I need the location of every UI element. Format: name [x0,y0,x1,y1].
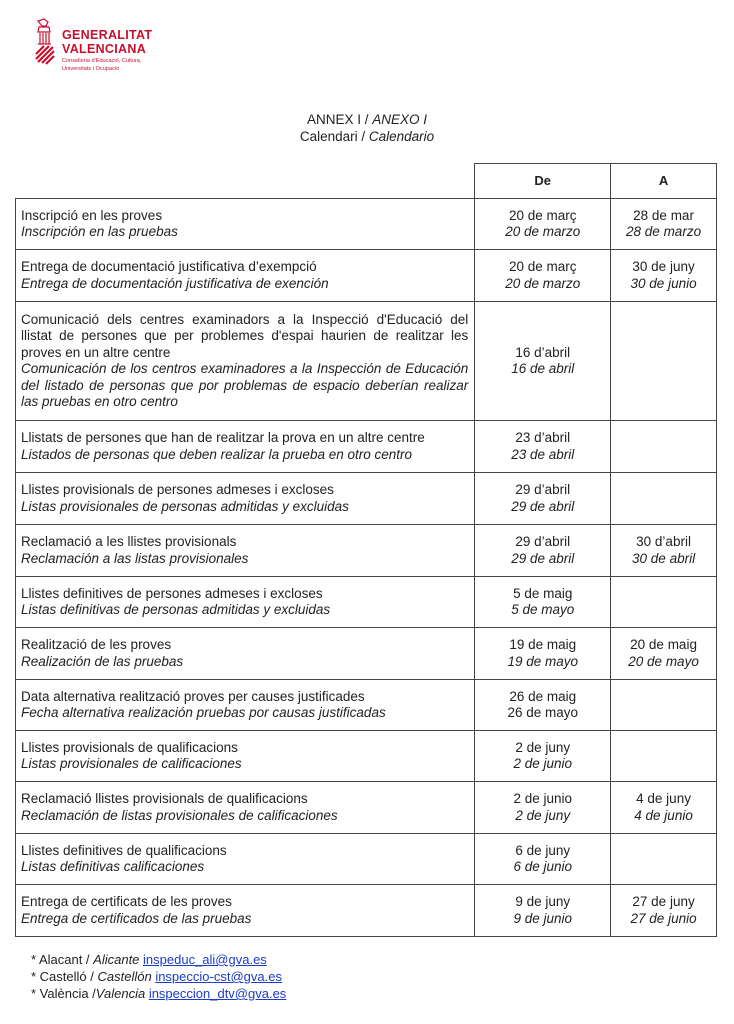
activity-ca: Inscripció en les proves [21,207,163,223]
activity-ca: Entrega de certificats de les proves [21,894,232,909]
activity-ca: Llistats de persones que han de realitzar la prova en un altre centre [21,430,425,445]
activity-es: Inscripción en las pruebas [21,224,178,239]
from-date-cell [475,525,611,577]
activity-cell [16,473,475,525]
from-date-cell [475,199,611,250]
logo-subtitle-line2: Universitats i Ocupació [62,65,120,72]
logo-title-line2: VALENCIANA [62,42,147,56]
to-date-es: 28 de marzo [626,224,702,239]
to-date-es: 4 de junio [634,807,693,823]
from-date-ca: 19 de maig [509,637,577,652]
activity-cell [16,250,475,302]
from-date-es: 20 de marzo [505,224,581,239]
to-date-es: 30 de abril [632,550,696,566]
table-row [16,473,717,525]
activity-ca: Entrega de documentació justificativa d’exempció [21,259,317,274]
table-row [16,628,717,680]
table-row [16,885,717,937]
from-date-es: 16 de abril [511,361,575,376]
table-row [16,577,717,628]
activity-es: Entrega de documentación justificativa de exención [21,275,329,291]
header-from: De [475,164,611,199]
from-date-ca: 2 de junio [513,791,572,806]
calendar-table [15,163,717,937]
contact-item [31,968,286,985]
header-description [16,164,475,199]
logo-subtitle-line1: Conselleria d'Educació, Cultura, [62,58,142,64]
to-date-ca: 30 de juny [632,259,695,274]
activity-cell [16,731,475,782]
from-date-ca: 9 de juny [515,894,571,909]
table-row [16,250,717,302]
activity-es: Listados de personas que deben realizar la prueba en otro centro [21,446,413,462]
to-date-ca: 4 de juny [636,791,691,806]
activity-ca: Reclamació a les llistes provisionals [21,534,237,549]
to-date-cell [611,302,717,421]
to-date-cell [611,680,717,731]
from-date-cell [475,628,611,680]
to-date-cell [611,199,717,250]
table-row [16,782,717,834]
from-date-cell [475,782,611,834]
table-row [16,731,717,782]
annex-title-es: ANEXO I [372,112,428,127]
contact-name-es: Alicante [93,952,140,967]
table-row [16,199,717,250]
table-row [16,421,717,473]
activity-es: Realización de las pruebas [21,653,184,669]
to-date-cell [611,473,717,525]
to-date-es: 30 de junio [630,275,697,291]
from-date-cell [475,731,611,782]
from-date-cell [475,302,611,421]
contact-list [31,951,286,1002]
to-date-es: 20 de mayo [628,653,699,669]
activity-cell [16,199,475,250]
from-date-ca: 2 de juny [515,739,571,755]
to-date-cell [611,577,717,628]
from-date-es: 20 de marzo [505,275,581,291]
logo-subtitle [62,58,141,73]
contact-name-es: Valencia [95,986,146,1001]
from-date-ca: 23 d’abril [515,430,571,445]
activity-cell [16,782,475,834]
contact-prefix: * Castelló / [31,969,98,984]
to-date-cell [611,885,717,937]
generalitat-logo [30,16,200,76]
activity-ca: Llistes definitives de persones admeses i excloses [21,585,323,601]
activity-es: Reclamación de listas provisionales de calificaciones [21,807,338,823]
header-to: A [611,164,717,199]
activity-ca: Llistes provisionals de persones admeses i excloses [21,482,334,497]
contact-prefix: * València / [31,986,96,1001]
from-date-cell [475,250,611,302]
from-date-es: 6 de junio [513,859,572,874]
from-date-ca: 29 d’abril [515,534,571,549]
activity-es: Entrega de certificados de las pruebas [21,910,252,926]
activity-cell [16,628,475,680]
activity-es: Comunicación de los centros examinadores a la Inspección de Educación del listado de personas que por problemas de espacio deberían realizar las pruebas en otro centro [21,361,469,409]
to-date-cell [611,421,717,473]
table-row [16,834,717,885]
table-row [16,680,717,731]
to-date-cell [611,628,717,680]
from-date-ca: 26 de maig [509,688,577,704]
contact-email-link[interactable]: inspeccio-cst@gva.es [155,969,282,984]
activity-es: Listas provisionales de calificaciones [21,756,242,771]
to-date-cell [611,782,717,834]
to-date-ca: 20 de maig [630,637,697,652]
activity-es: Reclamación a las listas provisionales [21,550,249,566]
from-date-es: 23 de abril [511,446,575,462]
from-date-ca: 20 de març [508,259,577,274]
activity-cell [16,885,475,937]
activity-es: Fecha alternativa realización pruebas por causas justificadas [21,705,386,720]
coat-of-arms-icon [34,18,56,70]
from-date-cell [475,834,611,885]
from-date-ca: 6 de juny [515,842,571,858]
table-row [16,525,717,577]
contact-name-es: Castellón [97,969,152,984]
to-date-cell [611,250,717,302]
from-date-cell [475,885,611,937]
contact-email-link[interactable]: inspeduc_ali@gva.es [143,952,267,967]
activity-es: Listas definitivas calificaciones [21,859,205,874]
from-date-cell [475,680,611,731]
from-date-ca: 5 de maig [513,585,573,601]
activity-ca: Llistes provisionals de qualificacions [21,739,238,755]
activity-cell [16,577,475,628]
from-date-es: 29 de abril [511,498,575,514]
activity-es: Listas definitivas de personas admitidas y excluidas [21,602,331,617]
from-date-ca: 16 d’abril [515,344,571,360]
to-date-ca: 30 d’abril [636,534,691,549]
activity-cell [16,421,475,473]
from-date-ca: 29 d’abril [515,482,571,497]
to-date-es: 27 de junio [630,910,697,926]
to-date-ca: 28 de mar [633,207,694,223]
contact-item [31,985,286,1002]
activity-ca: Llistes definitives de qualificacions [21,842,227,858]
to-date-cell [611,834,717,885]
table-row [16,302,717,421]
from-date-es: 9 de junio [513,910,572,926]
activity-cell [16,302,475,421]
logo-title-line1: GENERALITAT [62,28,153,42]
activity-cell [16,525,475,577]
from-date-ca: 20 de març [508,207,577,223]
activity-ca: Realització de les proves [21,637,172,652]
from-date-es: 19 de mayo [507,653,578,669]
activity-cell [16,680,475,731]
table-header-row [16,164,717,199]
from-date-es: 5 de mayo [511,602,575,617]
calendar-title-ca: Calendari / [299,129,369,144]
activity-es: Listas provisionales de personas admitidas y excluidas [21,498,349,514]
annex-title-ca: ANNEX I / [306,112,373,127]
from-date-cell [475,473,611,525]
activity-ca: Reclamació llistes provisionals de qualificacions [21,791,308,806]
activity-ca: Data alternativa realització proves per causes justificades [21,688,365,704]
annex-title [0,112,734,127]
from-date-es: 2 de junio [513,756,572,771]
activity-cell [16,834,475,885]
to-date-ca: 27 de juny [632,894,695,909]
to-date-cell [611,525,717,577]
from-date-cell [475,421,611,473]
contact-item [31,951,286,968]
to-date-cell [611,731,717,782]
from-date-cell [475,577,611,628]
from-date-es: 26 de mayo [507,705,578,720]
logo-title [62,28,152,56]
contact-email-link[interactable]: inspeccion_dtv@gva.es [148,986,287,1001]
from-date-es: 29 de abril [511,550,575,566]
calendar-title-es: Calendario [368,129,435,144]
activity-ca: Comunicació dels centres examinadors a la Inspecció d'Educació del llistat de persones que per problemes d'espai haurien de realitzar les proves en un altre centre [21,311,469,360]
contact-prefix: * Alacant / [31,952,94,967]
from-date-es: 2 de juny [515,807,571,823]
calendar-title [0,129,734,144]
